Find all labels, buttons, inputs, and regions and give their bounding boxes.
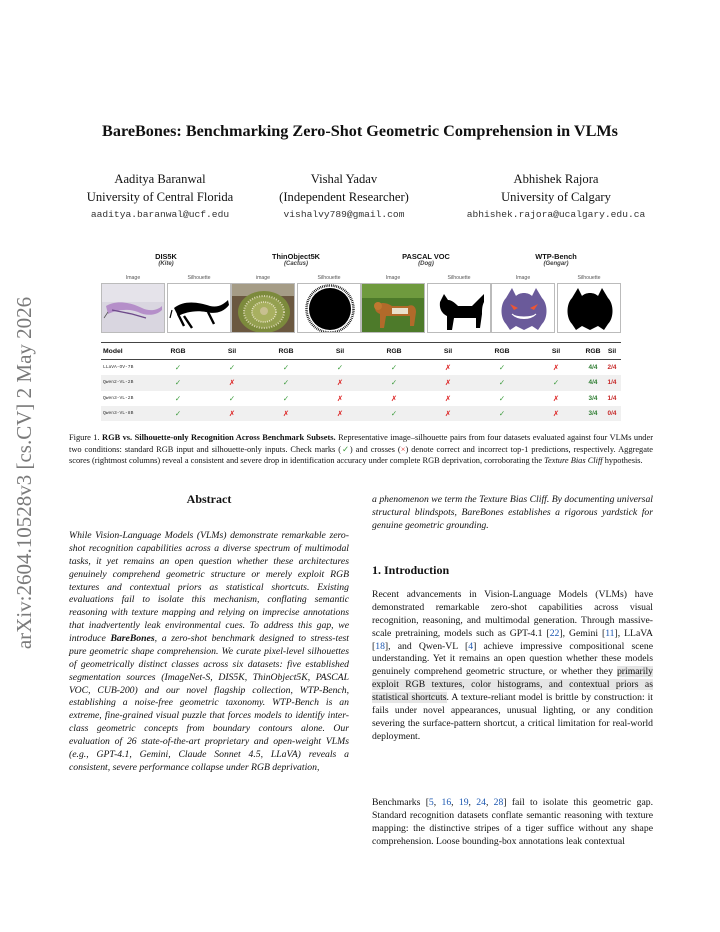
caption-bold: RGB vs. Silhouette-only Recognition Across Benchmark Subsets.	[102, 433, 336, 442]
dataset-name: PASCAL VOC	[402, 252, 450, 261]
figure-caption	[69, 432, 653, 467]
dataset-label-pascal-voc	[361, 252, 491, 267]
intro-text: ], LLaVA [	[372, 627, 653, 652]
check-mark-icon: ✓	[282, 393, 290, 403]
cross-mark-icon: ✗	[444, 393, 452, 403]
aggregate-rgb-cell: 3/4	[588, 394, 598, 402]
dataset-label-dis5k	[101, 252, 231, 267]
cross-mark-icon: ✗	[336, 393, 344, 403]
aggregate-rgb-cell: 4/4	[583, 375, 603, 390]
check-mark-icon: ✓	[228, 363, 236, 373]
kite-image-thumbnail	[101, 283, 165, 333]
table-row	[101, 375, 621, 390]
header-agg-sil: Sil	[603, 343, 621, 360]
image-col-label: Image	[385, 275, 401, 281]
silhouette-col-label: Silhouette	[577, 275, 601, 281]
author-name: Abhishek Rajora	[513, 172, 599, 186]
dataset-subject: (Dog)	[418, 261, 434, 267]
abstract-body	[69, 530, 349, 775]
header-sil: Sil	[529, 343, 583, 360]
cross-mark-icon: ✗	[313, 375, 367, 390]
cross-mark-icon: ✗	[421, 406, 475, 421]
author-email[interactable]: abhishek.rajora@ucalgary.edu.ca	[466, 209, 646, 220]
header-model: Model	[101, 343, 151, 360]
cross-mark-icon: ✗	[205, 375, 259, 390]
dataset-name: ThinObject5K	[271, 252, 321, 261]
results-table	[101, 342, 621, 421]
gengar-image-thumbnail	[491, 283, 555, 333]
aggregate-sil-cell: 1/4	[607, 394, 617, 402]
check-mark-icon: ✓	[367, 375, 421, 390]
author-name: Vishal Yadav	[310, 172, 378, 186]
table-row	[101, 360, 621, 376]
caption-text: ) denote correct and incorrect top-1 predictions, respectively. Aggregate scores (rightmost columns) reveal a consistent and severe drop in identification accuracy under complete RGB deprivation, corroborating the	[69, 444, 653, 466]
citation-link[interactable]: 16	[441, 797, 452, 808]
check-mark-icon: ✓	[282, 363, 290, 373]
author-affiliation: University of Calgary	[501, 190, 611, 204]
abstract-text: While Vision-Language Models (VLMs) demonstrate remarkable zero-shot recognition capabilities across a diverse spectrum of multimodal tasks, it yet remains an open question whether these architectures genuinely comprehend geometric structure or merely exploit RGB textures and contextual priors as statistical shortcuts. Existing evaluations fail to isolate this mechanism, conflating semantic reasoning with texture mapping and relying on imprecise annotations that inadvertently leak environmental cues. To address this gap, we introduce	[69, 530, 349, 644]
dataset-subject: (Kite)	[158, 261, 174, 267]
check-mark-icon: ✓	[475, 375, 529, 390]
header-rgb: RGB	[151, 343, 205, 360]
check-mark-icon: ✓	[336, 363, 344, 373]
caption-text: ) and crosses (	[349, 444, 401, 454]
header-sil: Sil	[313, 343, 367, 360]
header-sil: Sil	[205, 343, 259, 360]
aggregate-sil-cell: 1/4	[603, 375, 621, 390]
abstract-bold: BareBones	[110, 633, 155, 644]
dataset-name: DIS5K	[155, 252, 177, 261]
citation-link[interactable]: 4	[468, 640, 474, 652]
citation-link[interactable]: 24	[476, 797, 486, 808]
header-rgb: RGB	[475, 343, 529, 360]
check-mark-icon: ✓	[228, 393, 236, 403]
kite-silhouette-thumbnail	[167, 283, 231, 333]
cross-mark-icon: ✗	[444, 363, 452, 373]
image-col-label: Image	[515, 275, 531, 281]
cross-mark-icon: ✗	[390, 393, 398, 403]
table-row	[101, 391, 621, 406]
dataset-subject: (Cactus)	[283, 261, 308, 267]
check-mark-icon: ✓	[174, 393, 182, 403]
table-row	[101, 406, 621, 421]
author-email[interactable]: aaditya.baranwal@ucf.edu	[90, 209, 230, 220]
author-affiliation: University of Central Florida	[86, 190, 234, 204]
check-mark-icon: ✓	[529, 375, 583, 390]
section-heading-introduction: 1. Introduction	[372, 563, 450, 577]
intro-text: ] achieve impressive compositional scene understanding. Yet it remains an open question whether these models genuinely comprehend geometric structure, or whether they	[372, 640, 653, 678]
aggregate-sil-cell: 0/4	[603, 406, 621, 421]
model-name-cell: Qwen3-VL-2B	[103, 395, 134, 401]
image-col-label: Image	[125, 275, 141, 281]
check-mark-icon: ✓	[341, 444, 350, 454]
citation-link[interactable]: 28	[493, 797, 504, 808]
intro-text: ], Gemini [	[559, 627, 606, 639]
dataset-label-thinobject5k	[231, 252, 361, 267]
author-name: Aaditya Baranwal	[114, 172, 206, 186]
cross-mark-icon: ✗	[529, 406, 583, 421]
intro-text: Recent advancements in Vision-Language Models (VLMs) have demonstrated remarkable zero-shot capabilities across visual recognition, reasoning, and multimodal generation. Through massive-scale pretraining, models such as GPT-4.1 [	[372, 589, 653, 639]
header-rgb: RGB	[367, 343, 421, 360]
author-block-3	[436, 170, 676, 224]
gengar-silhouette-thumbnail	[557, 283, 621, 333]
aggregate-rgb-cell: 4/4	[588, 364, 598, 372]
author-block-2	[262, 170, 426, 224]
citation-link[interactable]: 19	[458, 797, 469, 808]
header-rgb: RGB	[259, 343, 313, 360]
check-mark-icon: ✓	[259, 375, 313, 390]
abstract-heading: Abstract	[186, 492, 232, 506]
abstract-continuation: a phenomenon we term the Texture Bias Cliff. By documenting universal structural blindspots, BareBones establishes a rigorous yardstick for genuine geometric grounding.	[372, 494, 653, 531]
caption-text: hypothesis.	[602, 456, 643, 466]
check-mark-icon: ✓	[151, 406, 205, 421]
citation-link[interactable]: 5	[428, 797, 434, 808]
citation-link[interactable]: 18	[375, 640, 385, 652]
author-affiliation: (Independent Researcher)	[279, 190, 409, 204]
aggregate-rgb-cell: 3/4	[583, 406, 603, 421]
aggregate-sil-cell: 2/4	[607, 364, 617, 372]
silhouette-col-label: Silhouette	[317, 275, 341, 281]
caption-italic: Texture Bias Cliff	[544, 456, 603, 466]
cross-mark-icon: ✗	[421, 375, 475, 390]
intro-text: . A texture-reliant model is brittle by construction: it fails under novel appearances, unusual lighting, or any condition severing the surface-pattern shortcut, a critical limitation for real-world deployment.	[372, 692, 653, 742]
dog-silhouette-thumbnail	[427, 283, 491, 333]
intro-paragraph-1	[372, 589, 653, 744]
image-col-label: image	[255, 275, 271, 281]
citation-link[interactable]: 22	[549, 627, 560, 639]
intro-text: ], and Qwen-VL [	[384, 640, 469, 652]
arxiv-side-stamp: arXiv:2604.10528v3 [cs.CV] 2 May 2026	[12, 296, 36, 650]
check-mark-icon: ✓	[498, 393, 506, 403]
caption-text: Representative image–silhouette pairs from four datasets evaluated against four VLMs under two conditions: standard RGB input and silhouette-only inputs. Check marks (	[69, 433, 653, 454]
dataset-name: WTP-Bench	[535, 252, 577, 261]
dog-image-thumbnail	[361, 283, 425, 333]
silhouette-col-label: Silhouette	[187, 275, 211, 281]
header-agg-rgb: RGB	[583, 343, 603, 360]
cactus-silhouette-thumbnail	[297, 283, 361, 333]
check-mark-icon: ✓	[498, 363, 506, 373]
header-sil: Sil	[421, 343, 475, 360]
cross-mark-icon: ✗	[552, 393, 560, 403]
dataset-label-wtp-bench	[491, 252, 621, 267]
silhouette-col-label: Silhouette	[447, 275, 471, 281]
model-name-cell: Qwen3-VL-8B	[101, 406, 151, 421]
author-block-1	[78, 170, 242, 224]
paper-title: BareBones: Benchmarking Zero-Shot Geometric Comprehension in VLMs	[102, 122, 618, 140]
cross-mark-icon: ✗	[259, 406, 313, 421]
table-header-row	[101, 343, 621, 360]
intro-paragraph-2: Benchmarks [5, 16, 19, 24, 28] fail to isolate this geometric gap. Standard recognition datasets conflate semantic reasoning with texture mapping: the distinctive stripes of a tiger suffice without any shape comprehension. Loose bounding-box annotations leak contextual	[372, 797, 654, 847]
check-mark-icon: ✓	[367, 406, 421, 421]
cross-mark-icon: ×	[400, 444, 406, 454]
abstract-text: , a zero-shot benchmark designed to stress-test pure geometric shape comprehension. We curate pixel-level silhouettes of geometrically distinct classes across six datasets: five established segmentation sources (ImageNet-S, DIS5K, ThinObject5K, PASCAL VOC, CUB-200) and our novel flagship collection, WTP-Bench, establishing a noise-free geometric taxonomy. WTP-Bench is an extreme, fine-grained visual puzzle that forces models to identify inter-class geometric concepts from boundary contours alone. Our evaluation of 26 state-of-the-art proprietary and open-weight VLMs (e.g., GPT-4.1, Gemini, Claude Sonnet 4.5, LLaVA) reveals a consistent, severe performance collapse under RGB deprivation,	[69, 633, 349, 773]
author-email[interactable]: vishalvy789@gmail.com	[283, 209, 405, 220]
intro-text: Benchmarks [	[372, 797, 429, 808]
model-name-cell: Qwen2-VL-2B	[101, 375, 151, 390]
citation-link[interactable]: 11	[605, 627, 615, 639]
highlighted-text: primarily exploit RGB textures, color histograms, and contextual priors as statistical shortcuts	[372, 666, 653, 703]
model-name-cell: LLaVA-OV-7B	[103, 365, 134, 371]
cross-mark-icon: ✗	[205, 406, 259, 421]
cactus-image-thumbnail	[231, 283, 295, 333]
check-mark-icon: ✓	[151, 375, 205, 390]
check-mark-icon: ✓	[390, 363, 398, 373]
cross-mark-icon: ✗	[313, 406, 367, 421]
dataset-subject: (Gengar)	[543, 261, 569, 267]
intro-text: ] fail to isolate this geometric gap. Standard recognition datasets conflate semantic reasoning with texture mapping: the distinctive stripes of a tiger suffice without any shape comprehension. Loose bounding-box annotations leak contextual	[372, 797, 654, 847]
check-mark-icon: ✓	[475, 406, 529, 421]
check-mark-icon: ✓	[174, 363, 182, 373]
caption-label: Figure 1.	[69, 433, 100, 442]
cross-mark-icon: ✗	[552, 363, 560, 373]
